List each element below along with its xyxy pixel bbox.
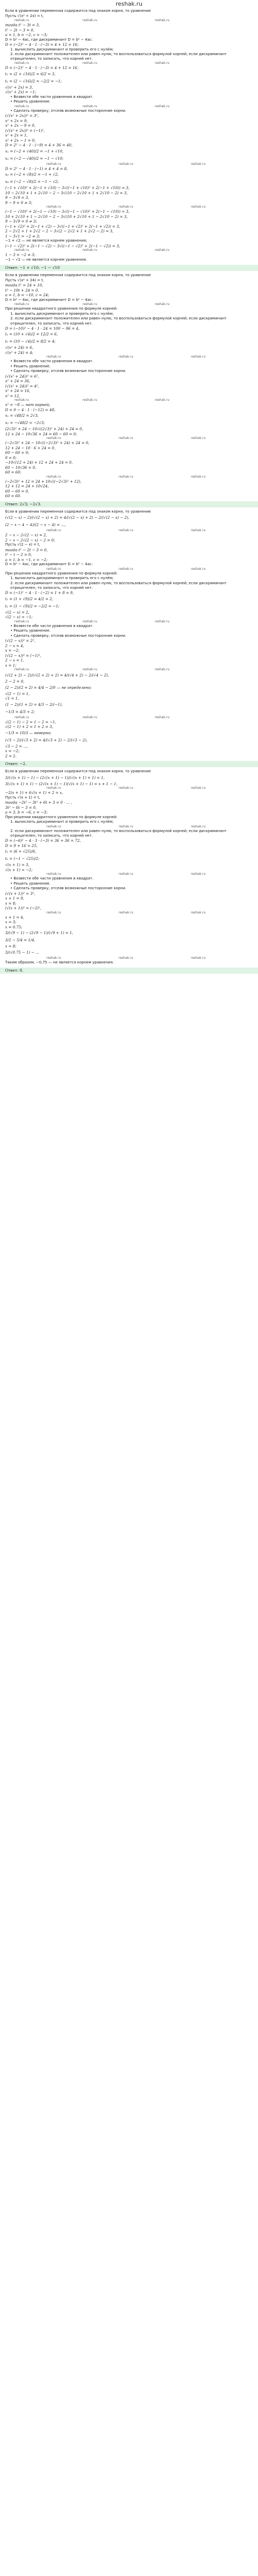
math-line: x² + 2x = 9, <box>5 118 28 123</box>
text-line: • Возвести обе части уравнения в квадрат. <box>10 623 93 628</box>
watermark-row <box>5 872 253 876</box>
watermark: reshak.ru <box>119 205 134 209</box>
math-line: (√(x² + 24))² = 4², <box>5 383 39 388</box>
math-line: √(x² + 2x) = −1; <box>5 90 36 95</box>
watermark: reshak.ru <box>14 104 29 108</box>
math-line: −1/3 = 4/3 + 2; <box>5 709 35 714</box>
watermark: reshak.ru <box>46 786 61 790</box>
math-line: D = (−2)² − 4 · 1 · (−3) = 4 + 12 = 16; <box>5 42 79 47</box>
watermark-row <box>5 529 253 533</box>
solution-block <box>5 273 253 499</box>
math-line: 3/(√0.75 − 1) − ... <box>5 950 39 955</box>
text-line: • Сделать проверку, отсеяв возможные посторонние корни. <box>10 633 126 638</box>
text-line: Если в уравнении переменная содержится под знаком корня, то уравнение <box>5 769 151 774</box>
text-line: Пусть √(x² + 24) = t, <box>5 278 44 282</box>
math-line: (√(x² + 24))² = 6², <box>5 374 39 379</box>
watermark: reshak.ru <box>46 567 61 571</box>
math-line: x + 1 = 4, <box>5 914 24 920</box>
math-line: 3/(√9 − 1) − (2√9 − 1)/(√9 + 1) = 1, <box>5 930 73 936</box>
math-line: тогда t² − 3t = 3, <box>5 23 40 27</box>
math-line: (−2√3)² + 24 − 10√((−2√3)² + 24) + 24 = 0, <box>5 440 90 446</box>
watermark: reshak.ru <box>83 61 98 65</box>
math-line: x₂ = (−2 − √40)/2 = −1 − √10; <box>5 156 63 161</box>
math-line: 2 − x − 2√(2 − x) − 2 = 0; <box>5 537 55 543</box>
text-line: • Сделать проверку, отсеяв возможные посторонние корни. <box>10 369 126 374</box>
text-line: Таким образом, −0,75 — не является корнем уравнения. <box>5 960 114 964</box>
watermark: reshak.ru <box>119 567 134 571</box>
math-line: (√(x² + 2x))² = (−1)², <box>5 128 45 133</box>
text-line: • Решить уравнение. <box>10 364 51 368</box>
answer-line: Ответ: −1 + √10; −1 − √10 <box>0 265 258 271</box>
text-line: 1. вычислить дискриминант и проверить его с нулём; <box>10 311 114 316</box>
watermark: reshak.ru <box>14 19 29 22</box>
text-line: 2. если дискриминант положителен или равен нулю, то воспользоваться формулой корней; если дискриминант отрицателен, то записать, что корней нет. <box>10 316 227 326</box>
math-line: √3 − 2 = ..., <box>5 743 28 749</box>
math-line: (−1 − √2)² + 2(−1 − √2) − 3√((−1 − √2)² + 2(−1 − √2)) = 3, <box>5 243 120 248</box>
math-line: 2 − x = 1, <box>5 658 24 663</box>
math-line: x₁ = √48/2 = 2√3, <box>5 413 39 418</box>
text-line: 2. если дискриминант положителен или равен нулю, то воспользоваться формулой корней; если дискриминант отрицателен, то записать, что корней нет. <box>10 581 227 590</box>
watermark-row <box>5 825 253 829</box>
math-line: √(2 − 1) + 2 = 1 + 2 = 3, <box>5 724 53 730</box>
watermark: reshak.ru <box>46 205 61 209</box>
text-line: • Сделать проверку, отсеяв возможные посторонние корни. <box>10 886 126 891</box>
math-line: (√3 − 2)/(√3 + 2) = 4/(√3 + 2) − 2/(√3 − 2), <box>5 737 88 742</box>
watermark: reshak.ru <box>46 436 61 440</box>
math-line: 3/2 − 5/4 = 1/4, <box>5 938 36 943</box>
watermark: reshak.ru <box>191 872 206 876</box>
watermark-row <box>5 105 253 109</box>
math-line: x² = 12, <box>5 393 20 398</box>
math-line: x² + 2x − 9 = 0, <box>5 123 36 128</box>
math-line: D = 9 + 16 = 25, <box>5 843 38 848</box>
math-line: x = 3; <box>5 920 17 925</box>
math-line: 2 − x − 2√(2 − x) = 2, <box>5 533 47 538</box>
watermark: reshak.ru <box>83 398 98 402</box>
math-line: x² + 2x − 1 = 0; <box>5 138 36 143</box>
watermark: reshak.ru <box>191 567 206 571</box>
math-line: (√(2 + 2) − 2)/(√(2 + 2) + 2) = 4/(√4 + 2) − 2/(√4 − 2), <box>5 673 109 678</box>
math-line: x = 0.75; <box>5 924 23 929</box>
watermark: reshak.ru <box>119 529 134 533</box>
watermark: reshak.ru <box>46 910 61 914</box>
text-line: 1. вычислить дискриминант и проверить его с нулём; <box>10 820 114 824</box>
watermark: reshak.ru <box>191 162 206 166</box>
watermark: reshak.ru <box>14 619 29 623</box>
math-line: 10 − 2√10 + 1 + 2√10 − 2 − 3√(10 − 2√10 + 1 + 2√10 − 2) = 3, <box>5 190 128 195</box>
watermark: reshak.ru <box>119 162 134 166</box>
watermark: reshak.ru <box>14 715 29 719</box>
watermark: reshak.ru <box>46 474 61 479</box>
math-line: t₂ = (10 − √4)/2 = 8/2 = 4; <box>5 339 56 344</box>
watermark-row <box>5 302 253 307</box>
watermark-row <box>5 19 253 23</box>
watermark-row <box>5 61 253 65</box>
math-line: 60 − 60 = 0; <box>5 450 29 455</box>
watermark: reshak.ru <box>119 956 134 960</box>
math-line: 12 + 12 = 24 + 10√24, <box>5 484 49 489</box>
site-header <box>0 0 258 8</box>
math-line: t² − 10t + 24 = 0, <box>5 287 39 293</box>
math-line: тогда t² − 2t − 3 = 0, <box>5 547 48 552</box>
watermark-row <box>5 475 253 479</box>
watermark-row <box>5 911 253 915</box>
text-line: 2. если дискриминант положителен или равен нулю, то воспользоваться формулой корней; если дискриминант отрицателен, то записать, что корней нет. <box>10 828 227 838</box>
math-line: √(2 − x) = −1; <box>5 615 33 620</box>
watermark: reshak.ru <box>46 872 61 876</box>
watermark: reshak.ru <box>14 668 29 672</box>
text-line: −1 + √2 — не является корнем уравнения; <box>5 239 87 243</box>
math-line: x = −2; <box>5 648 20 653</box>
answer-line: Ответ: −2. <box>0 761 258 767</box>
math-line: 60 = 60. <box>5 494 22 499</box>
math-line: x₄ = (−2 − √8)/2 = −1 − √2; <box>5 179 59 184</box>
math-line: 12 + 24 − 10 · 6 + 24 = 0, <box>5 445 56 450</box>
watermark: reshak.ru <box>191 474 206 479</box>
math-line: x² + 24 = 16, <box>5 388 30 394</box>
watermark-row <box>5 398 253 402</box>
math-line: 3/(√(x + 1) − 1) − (2√(x + 1) − 1)/(√(x + 1) + 1) = 1, <box>5 775 105 780</box>
math-line: 0 = 0; <box>5 455 17 460</box>
watermark: reshak.ru <box>155 715 170 719</box>
solution-block <box>5 8 253 263</box>
math-line: √(2 − 1) − 2 = 1 − 2 = −1, <box>5 719 56 724</box>
watermark-row <box>5 668 253 672</box>
math-line: √(x² + 24) = 4; <box>5 350 34 355</box>
text-line: • Решить уравнение. <box>10 629 51 633</box>
solution-block <box>5 769 253 966</box>
math-line: (√(x + 1))² = (−2)², <box>5 906 41 911</box>
math-line: t₁ = (6 + √25)/6, <box>5 849 37 854</box>
math-line: 9 − 9 = 0 ≠ 3; <box>5 200 33 205</box>
watermark-row <box>5 355 253 359</box>
math-line: тогда t² = 24 + 10, <box>5 283 43 288</box>
watermark: reshak.ru <box>191 910 206 914</box>
solution-content <box>0 8 258 974</box>
watermark: reshak.ru <box>119 910 134 914</box>
watermark-row <box>5 786 253 790</box>
math-line: 9 − 3√9 = 3, <box>5 195 29 200</box>
watermark: reshak.ru <box>191 824 206 828</box>
math-line: a = 3, b = −6, c = −3; <box>5 810 48 815</box>
math-line: 3t² − 6t − 3 = 0, <box>5 805 37 810</box>
math-line: (−1 + √2)² + 2(−1 + √2) − 3√((−1 + √2)² + 2(−1 + √2)) = 3, <box>5 224 120 229</box>
watermark: reshak.ru <box>155 248 170 252</box>
watermark: reshak.ru <box>155 668 170 672</box>
watermark: reshak.ru <box>191 355 206 359</box>
watermark: reshak.ru <box>155 398 170 402</box>
watermark: reshak.ru <box>191 956 206 960</box>
watermark: reshak.ru <box>191 436 206 440</box>
math-line: 2 = 2. <box>5 753 17 758</box>
math-line: 2 − 2√2 + 1 + 2√2 − 2 − 3√(2 − 2√2 + 1 + 2√2 − 2) = 3, <box>5 229 114 234</box>
watermark: reshak.ru <box>83 104 98 108</box>
math-line: x² = −8 — нет корней; <box>5 402 51 408</box>
math-line: t₁ = (1 + √9)/2 = 4/2 = 2, <box>5 596 53 601</box>
watermark-row <box>5 436 253 440</box>
watermark: reshak.ru <box>155 302 170 307</box>
math-line: 60 − 60 = 0, <box>5 488 29 494</box>
math-line: 60 − 10√36 = 0, <box>5 465 37 470</box>
text-line: −1 − √2 — не является корнем уравнения. <box>5 257 87 262</box>
watermark: reshak.ru <box>46 529 61 533</box>
math-line: D = (−10)² − 4 · 1 · 24 = 100 − 96 = 4, <box>5 326 80 331</box>
math-line: (√(2 − x))² = (−1)², <box>5 653 41 658</box>
watermark-row <box>5 620 253 624</box>
math-line: (1 − 2)/(1 + 2) = 4/3 − 2/(−1), <box>5 702 63 707</box>
text-line: • Сделать проверку, отсеяв возможные посторонние корни. <box>10 108 126 113</box>
math-line: 10 + 2√10 + 1 − 2√10 − 2 − 3√(10 + 2√10 + 1 − 2√10 − 2) = 3, <box>5 214 128 219</box>
math-line: (√(2 − x) − 2)/(√(2 − x) + 2) = 4/(√(2 − x) + 2) − 2/(√(2 − x) − 2), <box>5 515 130 520</box>
solution-block <box>5 509 253 759</box>
math-line: a = 1, b = −10, c = 24; <box>5 293 50 298</box>
watermark: reshak.ru <box>46 355 61 359</box>
watermark: reshak.ru <box>119 355 134 359</box>
text-line: D = b² − 4ac, где дискриминант D = b² − 4ac: <box>5 37 93 42</box>
text-line: 1. вычислить дискриминант и проверить его с нулём; <box>10 576 114 581</box>
watermark: reshak.ru <box>83 715 98 719</box>
watermark: reshak.ru <box>155 61 170 65</box>
math-line: √(2 − 1) = 1, <box>5 691 30 696</box>
text-line: • Возвести обе части уравнения в квадрат. <box>10 359 93 364</box>
watermark: reshak.ru <box>46 824 61 828</box>
math-line: x₂ = −√48/2 = −2√3; <box>5 420 45 426</box>
text-line: D = b² − 4ac, где дискриминант D = b² − 4ac: <box>5 562 93 567</box>
math-line: D = 2² − 4 · 1 · (−1) = 4 + 4 = 8, <box>5 166 68 171</box>
text-line: 1. вычислить дискриминант и проверить его с нулём; <box>10 47 114 52</box>
math-line: √1 = 1, <box>5 696 19 701</box>
math-line: (√(x + 1))² = 3², <box>5 891 36 896</box>
watermark-row <box>5 162 253 166</box>
math-line: 2 − x = 4, <box>5 643 24 648</box>
math-line: x² + 24 = 36, <box>5 379 30 384</box>
watermark: reshak.ru <box>191 786 206 790</box>
math-line: D = 0 − 4 · 1 · (−12) = 48, <box>5 407 56 412</box>
watermark: reshak.ru <box>46 162 61 166</box>
math-line: 9 − 3√9 = 0 ≠ 3; <box>5 219 37 224</box>
math-line: 1 − 3 = −2 ≠ 3; <box>5 252 36 258</box>
text-line: Пусть √(x + 1) = t, <box>5 795 40 800</box>
math-line: √(2 − x) = 2, <box>5 609 29 615</box>
math-line: (2 − 2)/(2 + 2) = 4/4 − 2/0 — не определено; <box>5 685 92 690</box>
watermark: reshak.ru <box>191 529 206 533</box>
math-line: D = (−6)² − 4 · 3 · (−3) = 36 + 36 = 72, <box>5 838 81 843</box>
text-line: Пусть √(2 − x) = t, <box>5 543 40 547</box>
math-line: x = 1; <box>5 663 17 668</box>
math-line: (2√3)² + 24 − 10√((2√3)² + 24) + 24 = 0, <box>5 427 84 432</box>
watermark: reshak.ru <box>119 824 134 828</box>
watermark-row <box>5 716 253 720</box>
text-line: • Возвести обе части уравнения в квадрат. <box>10 94 93 99</box>
math-line: 2 − 2 = 0, <box>5 679 25 684</box>
watermark-row <box>5 956 253 960</box>
text-line: Пусть √(x² + 2x) = t, <box>5 13 44 18</box>
text-line: 2. если дискриминант положителен или равен нулю, то воспользоваться формулой корней; если дискриминант отрицателен, то записать, что корней нет. <box>10 52 227 61</box>
answer-line: Ответ: 2√3; −2√3. <box>0 501 258 507</box>
math-line: x² + 2x = 1, <box>5 133 28 138</box>
watermark: reshak.ru <box>191 205 206 209</box>
watermark: reshak.ru <box>155 619 170 623</box>
text-line: Если в уравнении переменная содержится под знаком корня, то уравнение <box>5 9 151 13</box>
text-line: При решении квадратного уравнения по формуле корней: <box>5 815 118 819</box>
text-line: При решении квадратного уравнения по формуле корней: <box>5 307 118 311</box>
watermark: reshak.ru <box>14 61 29 65</box>
math-line: x = −2; <box>5 749 20 754</box>
math-line: x = 8; <box>5 944 17 949</box>
watermark: reshak.ru <box>14 398 29 402</box>
math-line: x₁ = (−2 + √40)/2 = −1 + √10, <box>5 148 63 154</box>
math-line: (2 − x − 4 − 4)/(2 − x − 4) = ..., <box>5 522 66 528</box>
math-line: x₃ = (−2 + √8)/2 = −1 + √2, <box>5 172 59 177</box>
math-line: t₂ = (1 − √9)/2 = −2/2 = −1; <box>5 603 60 608</box>
watermark: reshak.ru <box>83 668 98 672</box>
text-line: D = b² − 4ac, где дискриминант D = b² − 4ac: <box>5 297 93 302</box>
math-line: t² − t − 2 = 0, <box>5 552 32 557</box>
math-line: x + 1 = 9, <box>5 896 24 901</box>
math-line: √(x² + 2x) = 3, <box>5 84 33 90</box>
math-line: a = 1, b = −2, c = −3; <box>5 32 48 37</box>
watermark: reshak.ru <box>14 302 29 307</box>
text-line: Если в уравнении переменная содержится под знаком корня, то уравнение <box>5 273 151 278</box>
math-line: (−1 + √10)² + 2(−1 + √10) − 3√((−1 + √10)² + 2(−1 + √10)) = 3, <box>5 185 130 191</box>
math-line: (√(2 − x))² = 2², <box>5 638 36 643</box>
site-title: reshak.ru <box>116 1 142 7</box>
math-line: −1/3 = 10/3 — неверно; <box>5 730 52 735</box>
watermark: reshak.ru <box>119 872 134 876</box>
math-line: (−1 − √10)² + 2(−1 − √10) − 3√((−1 − √10)² + 2(−1 − √10)) = 3, <box>5 209 130 214</box>
math-line: a = 1, b = −1, c = −2; <box>5 557 48 562</box>
math-line: t₁ = (2 + √16)/2 = 6/2 = 3, <box>5 71 56 76</box>
math-line: t² − 2t − 3 = 0, <box>5 27 35 32</box>
answer-line: Ответ: 8. <box>0 968 258 974</box>
watermark-row <box>5 567 253 571</box>
watermark-row <box>5 205 253 209</box>
watermark: reshak.ru <box>83 302 98 307</box>
watermark: reshak.ru <box>46 956 61 960</box>
math-line: 60 = 60; <box>5 470 22 475</box>
watermark-row <box>5 248 253 252</box>
math-line: t₁ = (10 + √4)/2 = 12/2 = 6, <box>5 332 58 337</box>
text-line: • Решить уравнение. <box>10 99 51 104</box>
watermark: reshak.ru <box>155 19 170 22</box>
text-line: • Решить уравнение. <box>10 881 51 886</box>
math-line: D = (−2)² − 4 · 1 · (−3) = 4 + 12 = 16, <box>5 65 79 71</box>
watermark: reshak.ru <box>83 19 98 22</box>
math-line: x = 8; <box>5 901 17 906</box>
math-line: −2(x + 1) + 6√(x + 1) + 2 = x, <box>5 790 63 795</box>
math-line: тогда −2t² − 3t² + 6t + 3 = 0 · ... , <box>5 800 72 805</box>
watermark: reshak.ru <box>155 104 170 108</box>
watermark: reshak.ru <box>119 786 134 790</box>
math-line: t₂ = (−1 − √25)/2; <box>5 856 40 861</box>
watermark: reshak.ru <box>83 248 98 252</box>
math-line: 3(√(x + 1) + 1) − (2√(x + 1) − 1)(√(x + 1) − 1) = x + 1 − 1, <box>5 781 118 786</box>
math-line: −10√(12 + 24) + 12 + 24 + 24 = 0, <box>5 460 73 465</box>
watermark: reshak.ru <box>14 248 29 252</box>
math-line: (√(x² + 2x))² = 3², <box>5 113 39 118</box>
math-line: √(x² + 24) = 6, <box>5 345 34 350</box>
math-line: 1 − 3√1 = −2 ≠ 3; <box>5 233 40 239</box>
text-line: Если в уравнении переменная содержится под знаком корня, то уравнение <box>5 509 151 514</box>
math-line: D = (−1)² − 4 · 1 · (−2) = 1 + 8 = 9, <box>5 590 74 596</box>
math-line: D = 2² − 4 · 1 · (−9) = 4 + 36 = 40, <box>5 143 73 148</box>
watermark: reshak.ru <box>83 619 98 623</box>
math-line: √(x + 1) = −2; <box>5 867 33 872</box>
watermark: reshak.ru <box>119 474 134 479</box>
math-line: √(x + 1) = 3, <box>5 862 29 868</box>
text-line: • Возвести обе части уравнения в квадрат. <box>10 876 93 881</box>
text-line: При решении квадратного уравнения по формуле корней: <box>5 571 118 575</box>
math-line: 12 + 24 − 10√36 + 24 = 60 − 60 = 0; <box>5 431 77 436</box>
math-line: (−2√3)² + 12 = 24 + 10√((−2√3)² + 12), <box>5 479 82 484</box>
watermark: reshak.ru <box>119 436 134 440</box>
math-line: t₂ = (2 − √16)/2 = −2/2 = −1; <box>5 78 62 83</box>
